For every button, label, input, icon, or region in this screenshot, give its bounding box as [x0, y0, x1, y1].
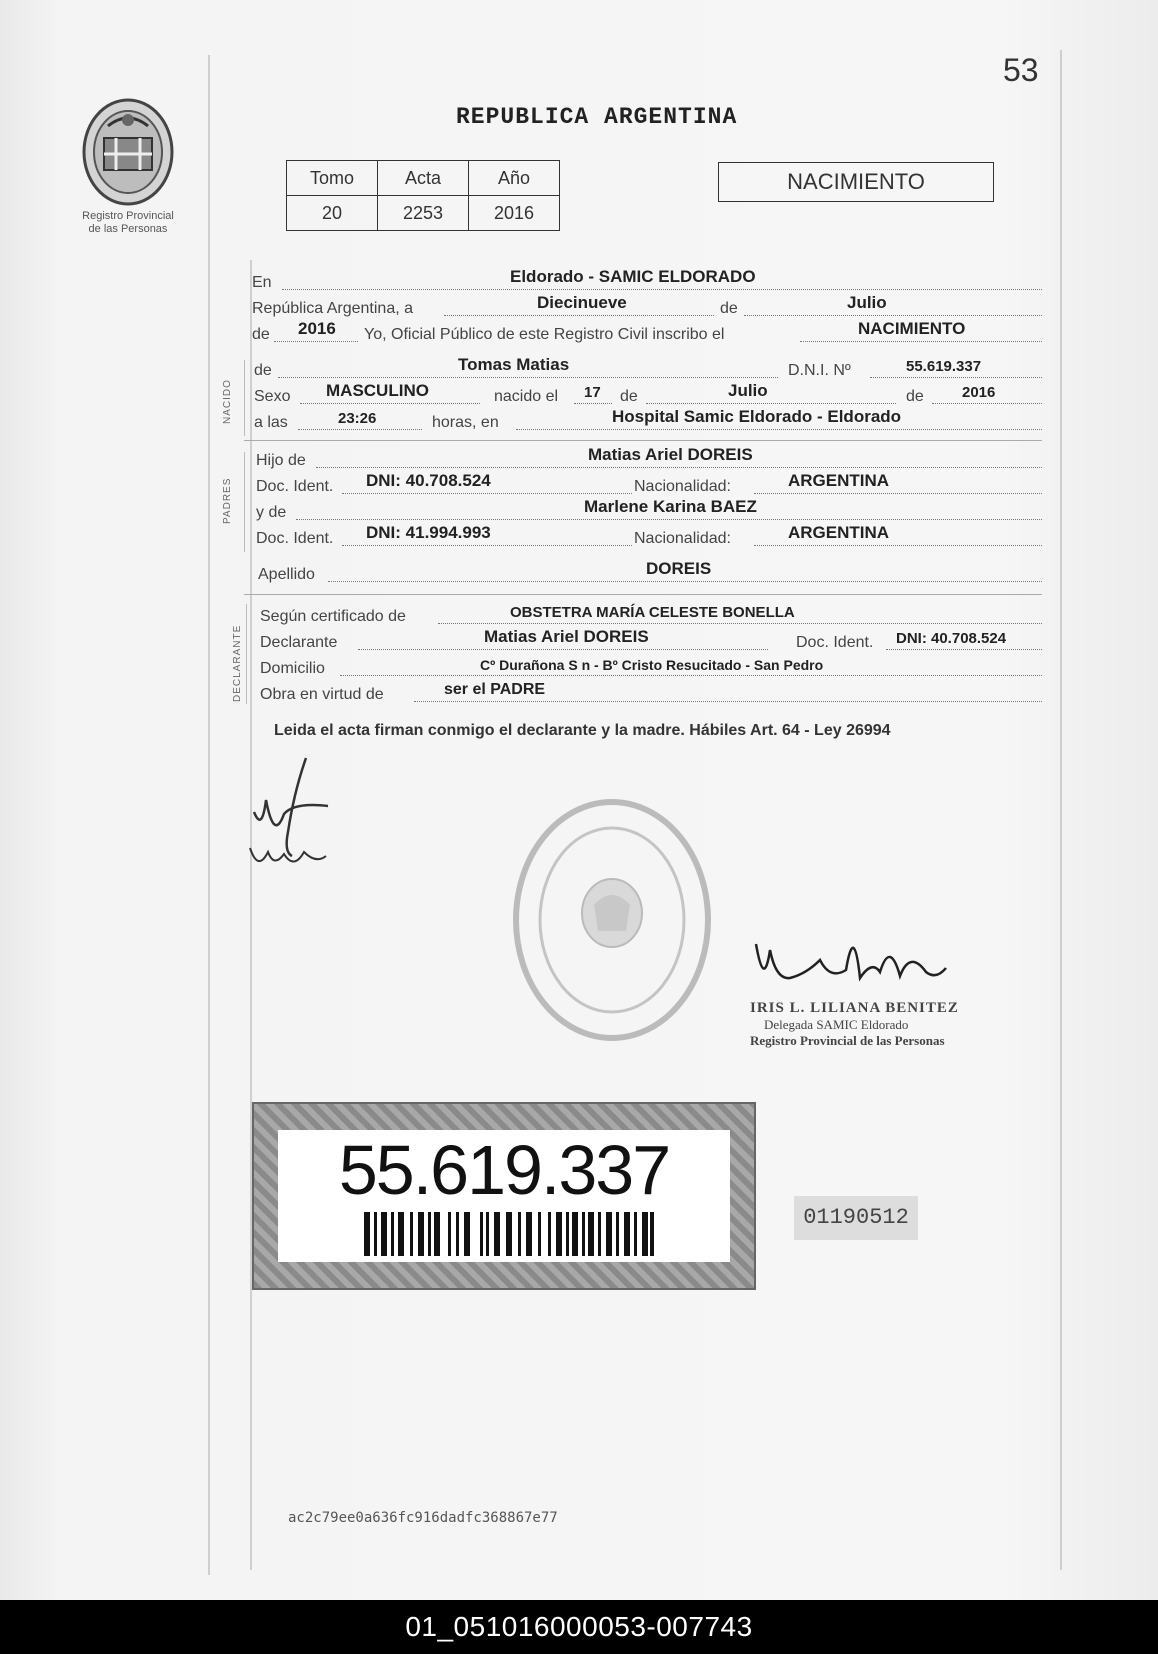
dotted-line — [274, 341, 358, 342]
nacido-dni: 55.619.337 — [906, 358, 982, 375]
row-nacido-hora — [254, 406, 1042, 434]
declarante-label: Declarante — [260, 634, 338, 651]
footer-id-bar: 01_051016000053-007743 — [0, 1600, 1158, 1654]
row-madre — [256, 496, 1042, 524]
row-en — [252, 266, 1042, 294]
logo-caption — [62, 210, 194, 236]
declarante-doc-label: Doc. Ident. — [796, 634, 874, 651]
dotted-line — [414, 701, 1042, 702]
padre-doc-label: Doc. Ident. — [256, 478, 334, 495]
nacido-dia: 17 — [584, 384, 601, 401]
dotted-line — [316, 467, 1042, 468]
provincial-coat-of-arms-logo — [78, 96, 178, 208]
anio-label: de — [252, 326, 270, 343]
dotted-line — [932, 403, 1042, 404]
madre-doc: DNI: 41.994.993 — [366, 523, 491, 542]
sexo-label: Sexo — [254, 388, 291, 405]
obra-value: ser el PADRE — [444, 681, 546, 698]
dotted-line — [870, 377, 1042, 378]
domicilio-value: Cº Durañona S n - Bº Cristo Resucitado - San Pedro — [480, 657, 824, 673]
hijo-de-label: Hijo de — [256, 452, 306, 469]
inner-margin-line — [250, 260, 252, 1570]
section-divider-padres — [244, 452, 245, 552]
row-nacido-sexo — [254, 380, 1042, 408]
page-number: 53 — [1003, 52, 1039, 88]
section-label-padres: PADRES — [222, 477, 233, 524]
dni-label: D.N.I. Nº — [788, 362, 851, 379]
yde-label: y de — [256, 504, 287, 521]
closing-statement: Leida el acta firman conmigo el declarante y la madre. Hábiles Art. 64 - Ley 26994 — [274, 722, 891, 739]
dotted-line — [296, 519, 1042, 520]
logo-caption-line1: Registro Provincial — [82, 210, 174, 222]
document-hash: ac2c79ee0a636fc916dadfc368867e77 — [288, 1510, 558, 1526]
barcode-bars — [364, 1212, 654, 1256]
barcode-number: 55.619.337 — [338, 1131, 670, 1209]
dotted-line — [754, 545, 1042, 546]
nacido-el-label: nacido el — [494, 388, 559, 405]
declarante-value: Matias Ariel DOREIS — [484, 627, 649, 646]
dotted-line — [574, 403, 612, 404]
en-label: En — [252, 274, 272, 291]
dotted-line — [438, 623, 1042, 624]
section-divider-nacido — [244, 360, 245, 436]
barcode-label-area — [278, 1130, 730, 1262]
dotted-line — [342, 545, 632, 546]
cert-value: OBSTETRA MARÍA CELESTE BONELLA — [510, 604, 795, 621]
row-certificado — [260, 600, 1042, 628]
dotted-line — [282, 289, 1042, 290]
apellido-value: DOREIS — [646, 559, 712, 578]
dotted-line — [342, 493, 632, 494]
padre-nacionalidad: ARGENTINA — [788, 471, 890, 490]
official-office: Registro Provincial de las Personas — [750, 1033, 945, 1048]
row-declarante — [260, 626, 1042, 654]
row-oficial — [252, 318, 1042, 346]
acta-value: 2253 — [378, 196, 469, 231]
separator-apellido — [244, 594, 1042, 595]
official-signature-block — [750, 1000, 980, 1049]
right-margin-line — [1060, 50, 1062, 1570]
left-margin-line — [208, 55, 210, 1575]
row-obra — [260, 678, 1042, 706]
dotted-line — [278, 377, 778, 378]
section-divider-declarante — [246, 604, 247, 704]
record-type-box: NACIMIENTO — [718, 162, 994, 202]
madre-nacionalidad: ARGENTINA — [788, 523, 890, 542]
dia-value: Diecinueve — [537, 293, 627, 312]
section-label-declarante: DECLARANTE — [232, 624, 243, 702]
row-nacido-nombre — [254, 354, 1042, 382]
dotted-line — [300, 403, 480, 404]
en-value: Eldorado - SAMIC ELDORADO — [510, 267, 756, 286]
official-role: Delegada SAMIC Eldorado — [764, 1017, 909, 1032]
nacido-anio: 2016 — [962, 384, 996, 401]
anio-value: 2016 — [469, 196, 560, 231]
logo-caption-line2: de las Personas — [88, 223, 168, 235]
separator-nacido — [244, 440, 1042, 441]
declarant-signature — [244, 752, 354, 882]
padre-nac-label: Nacionalidad: — [634, 478, 731, 495]
dotted-line — [444, 315, 714, 316]
horas-label: horas, en — [432, 414, 499, 431]
nacido-de-label: de — [254, 362, 272, 379]
nacido-mes: Julio — [728, 381, 768, 400]
dotted-line — [800, 341, 1042, 342]
padre-doc: DNI: 40.708.524 — [366, 471, 491, 490]
dotted-line — [646, 403, 896, 404]
declarante-doc: DNI: 40.708.524 — [896, 630, 1007, 647]
padre-nombre: Matias Ariel DOREIS — [588, 445, 753, 464]
domicilio-label: Domicilio — [260, 660, 325, 677]
dotted-line — [516, 429, 1042, 430]
barcode-sticker — [252, 1102, 756, 1290]
row-padre — [256, 444, 1042, 472]
oficial-text: Yo, Oficial Público de este Registro Civil inscribo el — [364, 326, 725, 343]
alas-label: a las — [254, 414, 288, 431]
de-label: de — [720, 300, 738, 317]
row-fecha — [252, 292, 1042, 320]
document-title: REPUBLICA ARGENTINA — [456, 104, 738, 130]
section-label-nacido: NACIDO — [222, 379, 233, 424]
anio-value-field: 2016 — [298, 319, 336, 338]
row-domicilio — [260, 652, 1042, 680]
dotted-line — [340, 675, 1042, 676]
registry-table — [286, 160, 560, 231]
dotted-line — [298, 429, 422, 430]
sexo-value: MASCULINO — [326, 381, 429, 400]
cert-label: Según certificado de — [260, 608, 406, 625]
row-padre-doc — [256, 470, 1042, 498]
nacido-nombre: Tomas Matias — [458, 355, 570, 374]
dotted-line — [754, 493, 1042, 494]
madre-nac-label: Nacionalidad: — [634, 530, 731, 547]
nacido-hora: 23:26 — [338, 410, 377, 427]
stamp-code: 01190512 — [794, 1196, 918, 1240]
tomo-header: Tomo — [287, 161, 378, 196]
tipo-value: NACIMIENTO — [858, 319, 966, 338]
apellido-label: Apellido — [258, 566, 315, 583]
madre-nombre: Marlene Karina BAEZ — [584, 497, 757, 516]
nacido-de-label-2: de — [620, 388, 638, 405]
nacido-de-label-3: de — [906, 388, 924, 405]
tomo-value: 20 — [287, 196, 378, 231]
republica-label: República Argentina, a — [252, 300, 413, 317]
official-name: IRIS L. LILIANA BENITEZ — [750, 1000, 959, 1016]
madre-doc-label: Doc. Ident. — [256, 530, 334, 547]
nacido-lugar: Hospital Samic Eldorado - Eldorado — [612, 407, 902, 426]
dotted-line — [358, 649, 768, 650]
row-apellido — [258, 558, 1042, 586]
obra-label: Obra en virtud de — [260, 686, 384, 703]
official-seal-stamp — [510, 795, 714, 1045]
anio-header: Año — [469, 161, 560, 196]
mes-value: Julio — [847, 293, 887, 312]
dotted-line — [744, 315, 1042, 316]
row-madre-doc — [256, 522, 1042, 550]
acta-header: Acta — [378, 161, 469, 196]
dotted-line — [328, 581, 1042, 582]
official-signature — [750, 920, 950, 1000]
dotted-line — [886, 649, 1042, 650]
